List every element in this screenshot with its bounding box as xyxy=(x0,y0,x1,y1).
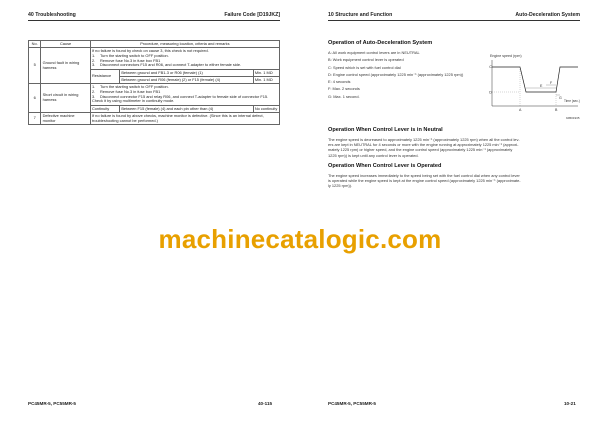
left-header-title: 40 Troubleshooting xyxy=(28,12,76,18)
table-header-row xyxy=(29,41,280,48)
right-header-title: 10 Structure and Function xyxy=(328,12,393,18)
table-row xyxy=(29,113,280,125)
row-number: 5 xyxy=(29,48,41,84)
paragraph-line: 1225 rpm)) is kept until any control lever is operated. xyxy=(328,152,419,158)
left-header xyxy=(28,10,280,21)
graph-label-a: A xyxy=(519,108,522,112)
table-row xyxy=(29,84,280,106)
row-procedure: If no failure is found by above checks, machine monitor is defective. (Since this is an internal defect, troubleshooting cannot be performed.) xyxy=(90,113,279,125)
col-procedure: Procedure, measuring location, criteria and remarks xyxy=(90,41,279,48)
procedure-step: 3. Disconnect connector F15 and relay R06, and connect T-adapter to female side of connector F15. xyxy=(91,93,269,99)
paragraph-line: is operated while the engine speed is kept at the engine control speed (approximately 1225 min⁻¹ (approximate- xyxy=(328,178,521,184)
graph-xlabel: Time (sec.) xyxy=(564,99,580,103)
col-no: No. xyxy=(29,41,41,48)
resistance-label: Resistance xyxy=(90,69,119,83)
paragraph-line: The engine speed is decreased to approximately 1225 min⁻¹ (approximately 1225 rpm) when all the control lev- xyxy=(328,137,520,142)
graph-speed-line xyxy=(492,67,578,92)
procedure-step: 2. Remove fuse No.3 in fuse box FB1 xyxy=(91,88,161,94)
neutral-paragraph xyxy=(328,137,520,158)
procedure-intro: If no failure is found by check on cause 3, this check is not required. xyxy=(91,47,209,53)
operated-paragraph xyxy=(328,173,521,189)
check-value: Min. 1 MΩ xyxy=(253,69,279,76)
left-header-code: Failure Code [D19JKZ] xyxy=(224,12,280,18)
check-between: Between F15 (female) (4) and each pin other than (4) xyxy=(120,105,254,112)
graph-label-d: D xyxy=(489,90,492,95)
paragraph-line: mately 1225 rpm) or higher speed, and the engine control speed (approximately 1225 min⁻¹ (approximately xyxy=(328,147,513,153)
check-between: Between ground and FB1-3 or R06 (female) (1) xyxy=(120,69,254,76)
check-value: No continuity xyxy=(253,105,279,112)
left-footer-page: 40-115 xyxy=(258,401,273,406)
watermark-text: machinecatalogic.com xyxy=(158,224,442,254)
legend-list xyxy=(328,50,482,101)
col-cause: Cause xyxy=(41,41,90,48)
list-item: A: All work equipment control levers are in NEUTRAL xyxy=(328,50,420,55)
paragraph-line: ers are kept in NEUTRAL for 4 seconds or more with the engine running at approximately 1225 min⁻¹ (approxi- xyxy=(328,142,519,148)
list-item: F: Max. 2 seconds xyxy=(328,86,360,92)
section-title-operated: Operation When Control Lever is Operated xyxy=(328,163,442,169)
left-footer-model: PC45MR-5, PC55MR-5 xyxy=(28,401,76,406)
troubleshooting-table xyxy=(28,40,280,125)
row-procedure xyxy=(90,84,279,106)
check-between: Between ground and R06 (female) (2) or F15 (female) (4) xyxy=(120,77,254,84)
right-footer-page: 10-21 xyxy=(564,401,576,406)
graph-label-e: E xyxy=(540,84,543,88)
procedure-step: 1. Turn the starting switch to OFF position. xyxy=(91,83,169,89)
list-item: C: Speed which is set with fuel control dial xyxy=(328,64,401,70)
procedure-step: 1. Turn the starting switch to OFF position. xyxy=(91,52,169,58)
row-number: 6 xyxy=(29,84,41,113)
right-header xyxy=(328,10,580,21)
right-page xyxy=(300,0,600,424)
graph-label-c: C xyxy=(489,65,492,69)
check-value: Min. 1 MΩ xyxy=(253,77,279,84)
list-item: G: Max. 1 second. xyxy=(328,93,360,99)
procedure-note: Check it by using multimeter in continuity mode. xyxy=(91,98,175,104)
list-item: E: 4 seconds xyxy=(328,79,351,85)
row-cause: Defective machine monitor xyxy=(41,113,90,125)
graph-label-g: G xyxy=(559,96,562,100)
row-procedure xyxy=(90,48,279,70)
list-item: D: Engine control speed (approximately 1225 min⁻¹ (approximately 1225 rpm)) xyxy=(328,71,464,77)
row-cause: Short circuit in wiring harness xyxy=(41,84,90,113)
row-number: 7 xyxy=(29,113,41,125)
procedure-step: 2. Remove fuse No.3 in fuse box FB1 xyxy=(91,57,161,63)
section-title-neutral: Operation When Control Lever is in Neutral xyxy=(328,127,443,133)
paragraph-line: ly 1225 rpm)). xyxy=(328,183,352,189)
section-title-operation: Operation of Auto-Deceleration System xyxy=(328,40,433,46)
graph-label-f: F xyxy=(550,81,553,85)
right-footer-model: PC45MR-5, PC55MR-5 xyxy=(328,401,376,406)
auto-decel-graph xyxy=(486,50,582,122)
continuity-label: Continuity xyxy=(90,105,119,112)
graph-label-b: B xyxy=(555,108,558,112)
graph-ylabel: Engine speed (rpm) xyxy=(490,54,522,58)
table-row xyxy=(29,48,280,70)
right-header-topic: Auto-Deceleration System xyxy=(515,12,580,18)
paragraph-line: The engine speed increases immediately to the speed being set with the fuel control dial when any control lever xyxy=(328,173,520,178)
procedure-step: 3. Disconnect connectors F15 and R06, and connect T-adapter to either female side. xyxy=(91,62,242,68)
graph-code: 9JB01935 xyxy=(566,116,580,120)
row-cause: Ground fault in wiring harness xyxy=(41,48,90,84)
list-item: B: Work equipment control lever is operated xyxy=(328,57,404,63)
